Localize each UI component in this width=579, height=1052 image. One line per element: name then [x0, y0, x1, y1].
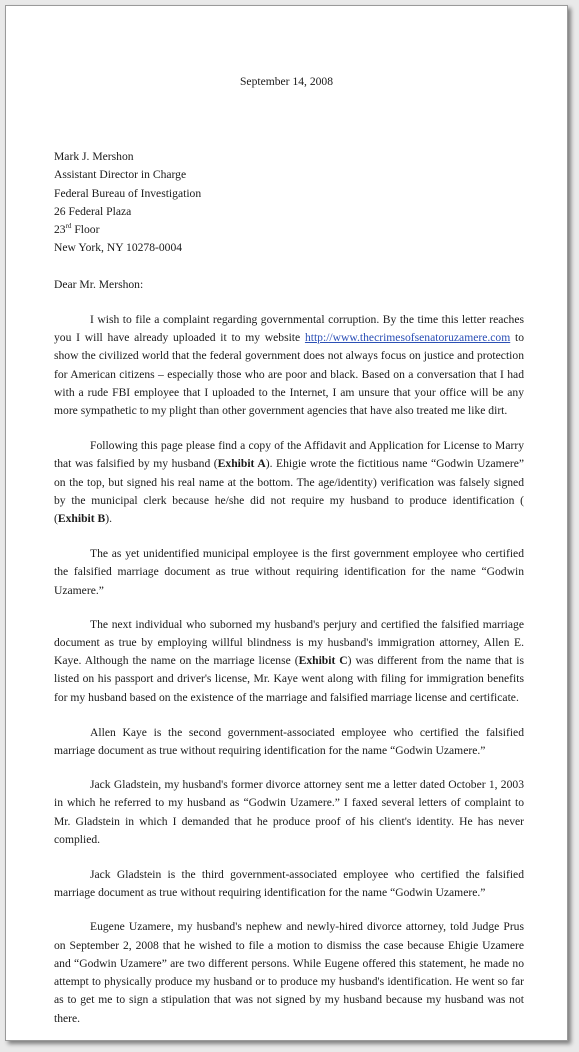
- exhibit-b-label: Exhibit B: [57, 512, 106, 526]
- recipient-floor: 23rd Floor: [54, 222, 100, 237]
- paragraph-7: Jack Gladstein is the third government-associated employee who certified the falsified marriage document as true without requiring identification for the name “Godwin Uzamere.”: [54, 868, 524, 900]
- paragraph-1: I wish to file a complaint regarding governmental corruption. By the time this letter reaches you I will have already uploaded it to my website http://www.thecrimesofsenatoruzamere.com to show the civilized world that the federal government does not always focus on justice and protection for American citizens – especially those who are poor and black. Based on a conversation that I had with a rude FBI employee that I uploaded to the Internet, I am unsure that your office will be any more sympathetic to my plight than other government agencies that have also treated me like dirt.: [54, 313, 524, 418]
- letter-page: [5, 5, 568, 1041]
- recipient-title: Assistant Director in Charge: [54, 168, 187, 182]
- recipient-name: Mark J. Mershon: [54, 150, 134, 163]
- exhibit-c-label: Exhibit C: [298, 654, 348, 668]
- letter-date: September 14, 2008: [239, 75, 334, 88]
- paragraph-6: Jack Gladstein, my husband's former divorce attorney sent me a letter dated October 1, 2003 in which he referred to my husband as “Godwin Uzamere.” I faxed several letters of complaint to Mr. Gladstein in which I demanded that he produce proof of his client's identity. He has never complied.: [54, 778, 524, 846]
- paragraph-2: Following this page please find a copy of the Affidavit and Application for License to Marry that was falsified by my husband (Exhibit A). Ehigie wrote the fictitious name “Godwin Uzamere” on the top, but signed his real name at the bottom. The age/identity) verification was falsely signed by the municipal clerk because he/she did not require my husband to produce identification ( (Exhibit B).: [54, 439, 525, 526]
- paragraph-3: The as yet unidentified municipal employee is the first government employee who certified the falsified marriage document as true without requiring identification for the name “Godwin Uzamere.”: [54, 547, 524, 597]
- paragraph-8: Eugene Uzamere, my husband's nephew and newly-hired divorce attorney, told Judge Prus on September 2, 2008 that he wished to file a motion to dismiss the case because Ehigie Uzamere and “Godwin Uzamere” are two different persons. While Eugene offered this statement, he made no attempt to physically produce my husband or to produce my husband's identification. He went so far as to get me to sign a stipulation that was not signed by my husband because my husband was not there.: [54, 920, 524, 1025]
- recipient-city: New York, NY 10278-0004: [54, 241, 183, 255]
- exhibit-a-label: Exhibit A: [217, 457, 266, 471]
- paragraph-4: The next individual who suborned my husband's perjury and certified the falsified marriage document as true by employing willful blindness is my husband's immigration attorney, Allen E. Kaye. Although the name on the marriage license (Exhibit C) was different from the name that is listed on his passport and driver's license, Mr. Kaye went along with filing for immigration benefits for my husband based on the existence of the marriage and falsified marriage license and certificate.: [54, 617, 525, 704]
- recipient-street: 26 Federal Plaza: [54, 204, 132, 218]
- letter-body: [54, 311, 524, 1045]
- recipient-org: Federal Bureau of Investigation: [54, 186, 202, 200]
- website-link[interactable]: http://www.thecrimesofsenatoruzamere.com: [304, 331, 511, 345]
- recipient-address: [54, 148, 201, 258]
- salutation: Dear Mr. Mershon:: [54, 278, 144, 291]
- paragraph-5: Allen Kaye is the second government-associated employee who certified the falsified marriage document as true without requiring identification for the name “Godwin Uzamere.”: [54, 725, 524, 758]
